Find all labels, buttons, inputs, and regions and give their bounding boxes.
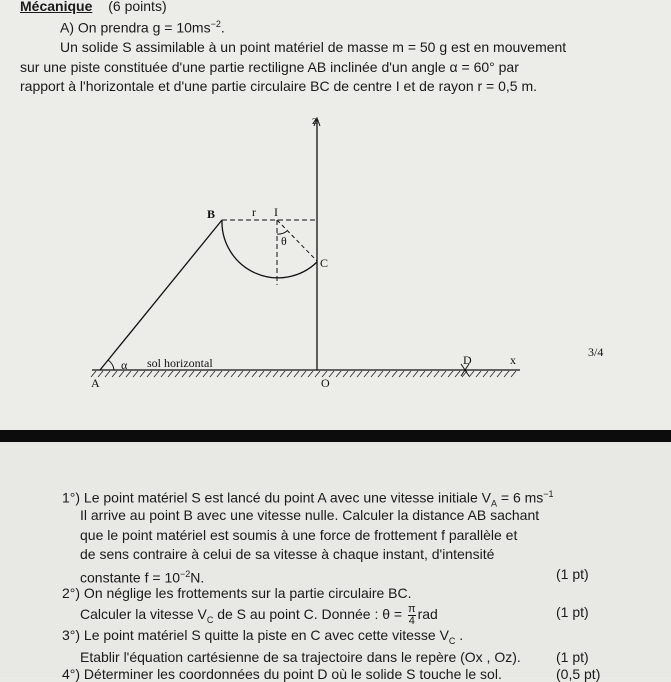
label-i: I: [274, 205, 278, 219]
hatch-mark: [378, 371, 383, 377]
hatch-mark: [189, 371, 194, 377]
hatch-mark: [406, 371, 411, 377]
label-c: C: [320, 256, 329, 270]
hatch-mark: [210, 371, 215, 377]
gravity-exponent: −2: [210, 19, 221, 29]
hatch-mark: [140, 371, 145, 377]
hatch-mark: [182, 371, 187, 377]
scan-separator-band: [0, 430, 671, 442]
hatch-mark: [175, 371, 180, 377]
hatch-mark: [217, 371, 222, 377]
hatch-mark: [455, 371, 460, 377]
hatch-mark: [364, 371, 369, 377]
problem-line-2: sur une piste constituée d'une partie rectiligne AB inclinée d'un angle α = 60° par: [20, 59, 519, 75]
hatch-mark: [266, 371, 271, 377]
hatch-mark: [301, 371, 306, 377]
hatch-mark: [105, 371, 110, 377]
hatch-mark: [238, 371, 243, 377]
question-3-line-1: 3°) Le point matériel S quitte la piste en C avec cette vitesse $V_C$ .: [62, 627, 464, 646]
arc-bc: [222, 220, 317, 278]
hatch-mark: [154, 371, 159, 377]
hatch-mark: [476, 371, 481, 377]
page-number: 3/4: [588, 345, 604, 359]
hatch-mark: [441, 371, 446, 377]
hatch-mark: [133, 371, 138, 377]
hatch-mark: [273, 371, 278, 377]
hatch-mark: [203, 371, 208, 377]
hatch-mark: [287, 371, 292, 377]
hatch-mark: [420, 371, 425, 377]
question-3-line-2: Etablir l'équation cartésienne de sa trajectoire dans le repère (Ox , Oz).: [80, 649, 521, 665]
hatch-mark: [329, 371, 334, 377]
alpha-arc: [108, 360, 114, 370]
question-1-points: (1 pt): [556, 566, 589, 582]
question-2-points: (1 pt): [556, 604, 589, 620]
label-o: O: [321, 376, 330, 390]
hatch-mark: [511, 371, 516, 377]
problem-line-3: rapport à l'horizontale et d'une partie circulaire BC de centre I et de rayon r = 0,5 m.: [20, 78, 538, 94]
hatch-mark: [448, 371, 453, 377]
hatch-mark: [490, 371, 495, 377]
hatch-mark: [469, 371, 474, 377]
hatch-mark: [168, 371, 173, 377]
hatch-mark: [112, 371, 117, 377]
question-4-line-1: 4°) Déterminer les coordonnées du point D où le solide S touche le sol.: [62, 666, 502, 682]
label-z: z: [312, 113, 318, 127]
hatch-mark: [413, 371, 418, 377]
gravity-end: .: [220, 19, 225, 36]
section-points: (6 points): [108, 0, 167, 14]
problem-line-1: Un solide S assimilable à un point matériel de masse m = 50 g est en mouvement: [60, 39, 567, 55]
label-theta: θ: [281, 234, 287, 248]
hatch-mark: [315, 371, 320, 377]
hatch-mark: [497, 371, 502, 377]
question-2-line-2: Calculer la vitesse $V_C$ de S au point C. Donnée : θ = $\frac{\pi}{4}$ rad: [80, 603, 438, 627]
theta-fraction: $\frac{\pi}{4}$: [407, 603, 416, 627]
hatch-mark: [161, 371, 166, 377]
label-a: A: [91, 376, 100, 390]
incline-ab: [100, 220, 222, 370]
hatch-mark: [350, 371, 355, 377]
hatch-mark: [259, 371, 264, 377]
hatch-mark: [245, 371, 250, 377]
hatch-mark: [392, 371, 397, 377]
hatch-mark: [224, 371, 229, 377]
label-x: x: [510, 353, 516, 367]
hatch-mark: [196, 371, 201, 377]
hatch-mark: [483, 371, 488, 377]
hatch-mark: [343, 371, 348, 377]
hatch-mark: [336, 371, 341, 377]
hatch-mark: [427, 371, 432, 377]
hatch-mark: [231, 371, 236, 377]
hatch-mark: [147, 371, 152, 377]
question-1-line-4: de sens contraire à celui de sa vitesse à chaque instant, d'intensité: [80, 546, 495, 562]
hatch-mark: [385, 371, 390, 377]
question-1-line-2: Il arrive au point B avec une vitesse nulle. Calculer la distance AB sachant: [80, 507, 540, 523]
question-1-line-3: que le point matériel est soumis à une force de frottement f parallèle et: [80, 527, 518, 543]
question-2-line-1: 2°) On néglige les frottements sur la partie circulaire BC.: [62, 585, 412, 601]
question-1-line-1: 1°) Le point matériel S est lancé du point A avec une vitesse initiale $V_A = 6$ $ms^{-1}$: [62, 489, 554, 509]
question-1-line-5: constante $f = 10^{-2}N$.: [80, 569, 205, 586]
label-alpha: α: [121, 358, 128, 372]
label-d: D: [463, 353, 472, 367]
hatch-mark: [280, 371, 285, 377]
hatch-mark: [308, 371, 313, 377]
hatch-mark: [371, 371, 376, 377]
question-3-points: (1 pt): [556, 649, 589, 665]
ground-hatching: [91, 371, 516, 377]
hatch-mark: [399, 371, 404, 377]
hatch-mark: [434, 371, 439, 377]
hatch-mark: [504, 371, 509, 377]
label-ground: sol horizontal: [147, 356, 213, 370]
hatch-mark: [357, 371, 362, 377]
section-title: Mécanique: [20, 0, 93, 14]
hatch-mark: [252, 371, 257, 377]
label-r: r: [252, 205, 256, 219]
question-4-points: (0,5 pt): [556, 666, 601, 682]
label-b: B: [207, 207, 216, 221]
hatch-mark: [294, 371, 299, 377]
gravity-text: A) On prendra g = 10ms: [60, 19, 211, 36]
